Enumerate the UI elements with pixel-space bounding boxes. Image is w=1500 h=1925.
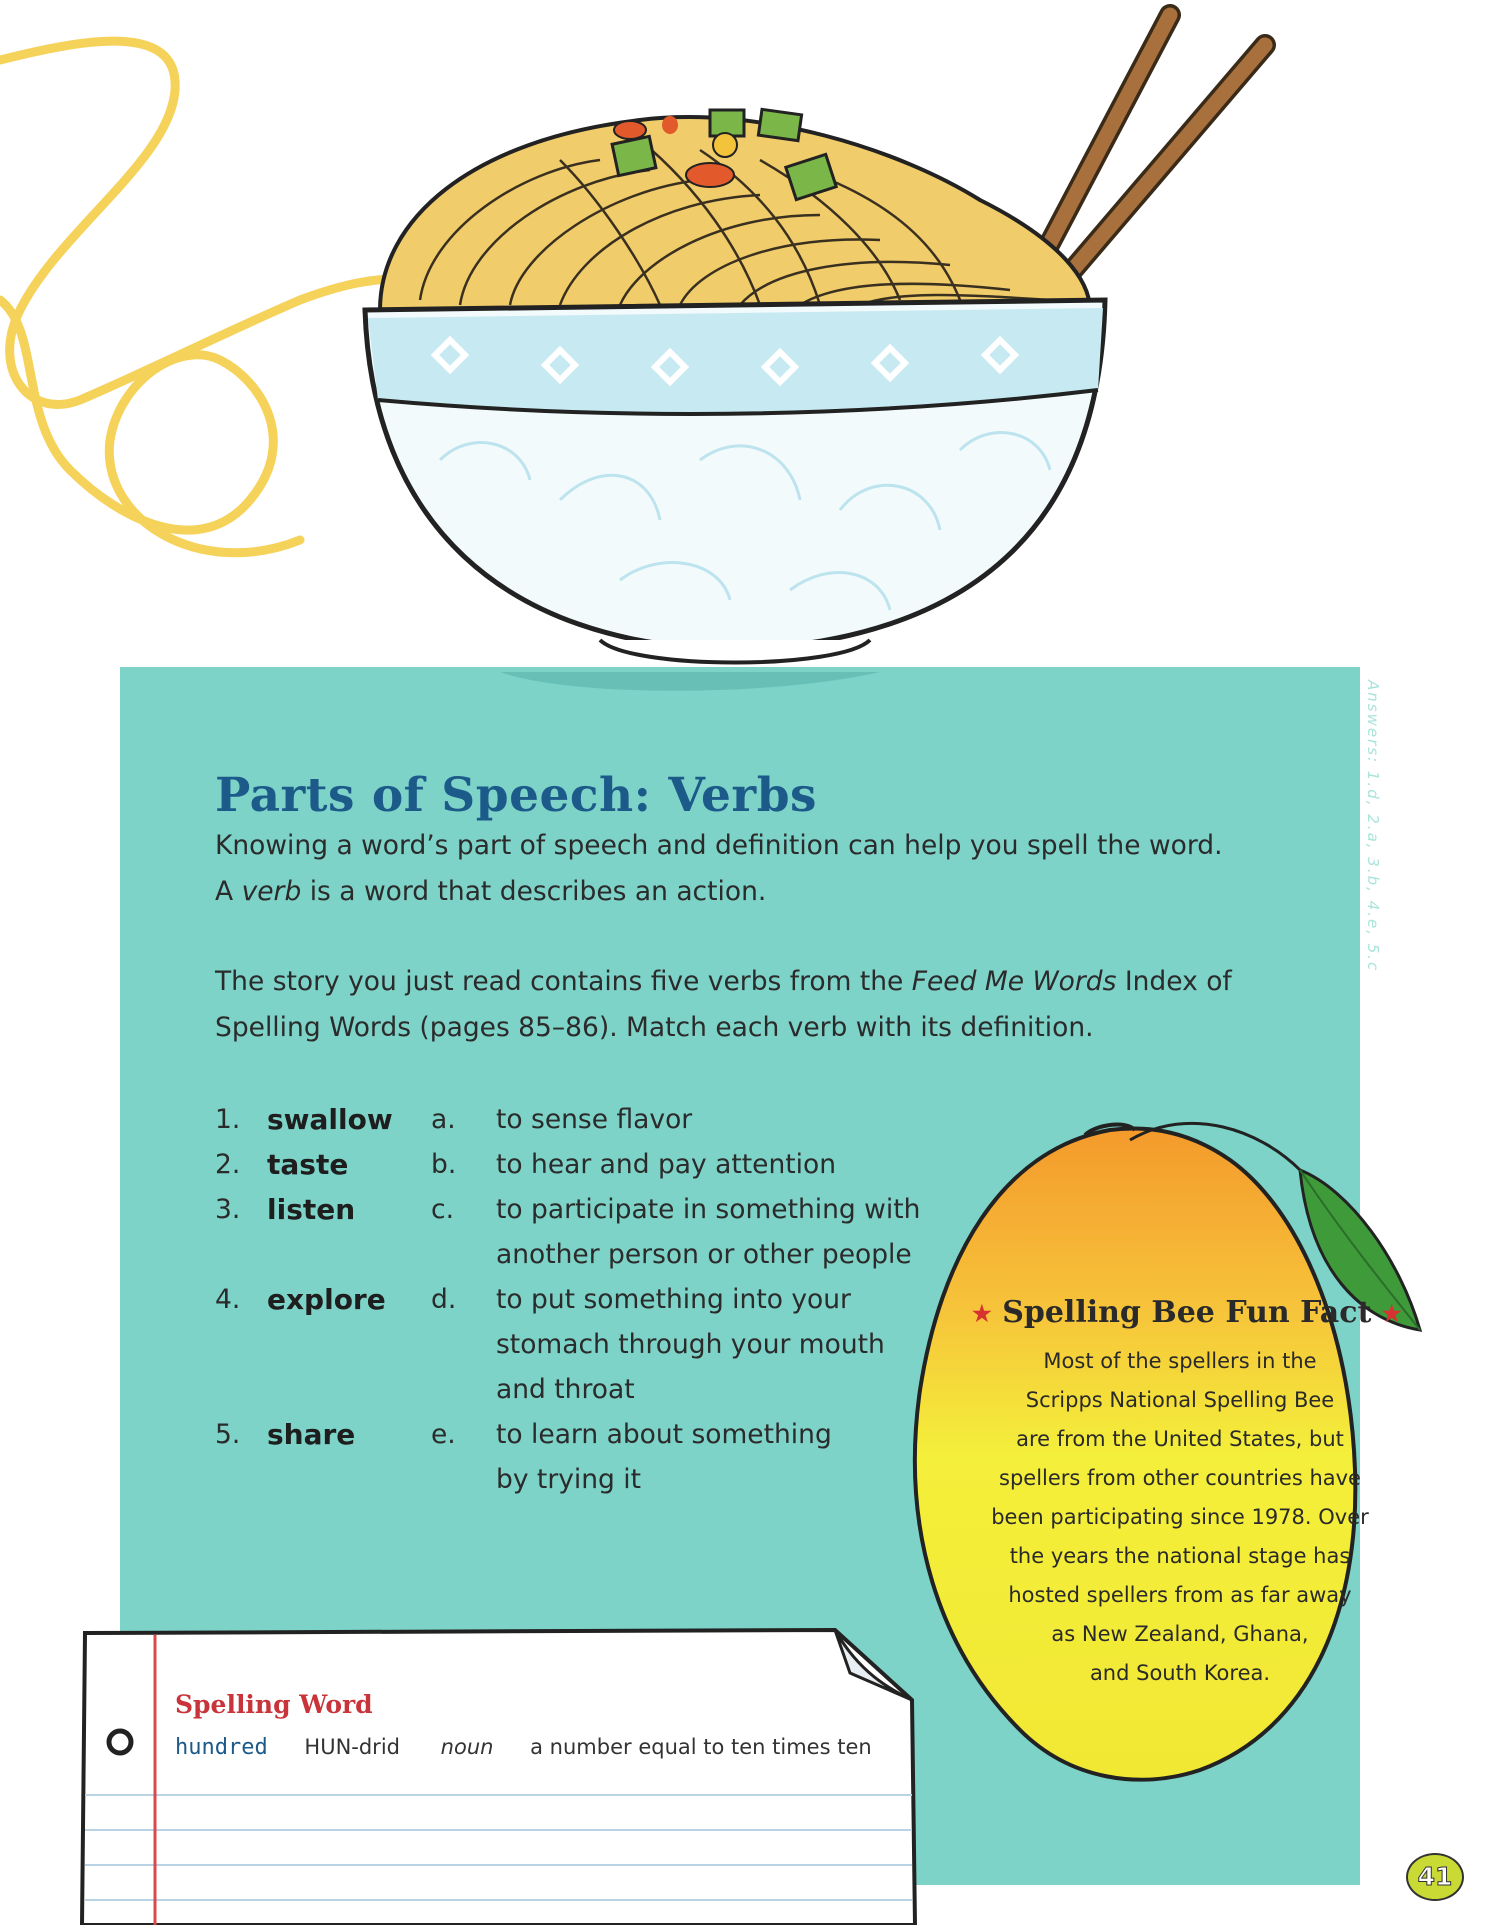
match-row — [215, 1097, 975, 1142]
item-number: 4. — [215, 1284, 241, 1315]
star-icon: ★ — [972, 1301, 992, 1327]
verb-word: swallow — [267, 1103, 393, 1136]
intro-line-1: Knowing a word’s part of speech and definition can help you spell the word. — [215, 830, 1223, 861]
definition-letter: c. — [431, 1194, 454, 1225]
notebook-paper — [80, 1625, 920, 1925]
pronunciation: HUN-drid — [304, 1735, 400, 1759]
fun-fact-heading: Spelling Bee Fun Fact — [1002, 1295, 1372, 1330]
fun-fact-title — [972, 1295, 1402, 1330]
match-row — [215, 1142, 975, 1187]
match-row — [215, 1412, 975, 1502]
item-number: 1. — [215, 1104, 241, 1135]
page-number: 41 — [1406, 1853, 1464, 1901]
fun-fact-text: Most of the spellers in the Scripps National Spelling Bee are from the United States, but spellers from other countries have been participating since 1978. Over the years the national stage has hosted spellers from as far away as New Zealand, Ghana, and South Korea. — [991, 1349, 1369, 1685]
item-number: 5. — [215, 1419, 241, 1450]
verb-word: explore — [267, 1283, 386, 1316]
definition-text: to hear and pay attention — [496, 1149, 837, 1180]
match-row — [215, 1277, 975, 1412]
definition-letter: e. — [431, 1419, 456, 1450]
instructions-part-2: Index of Spelling Words (pages 85–86). Match each verb with its definition. — [215, 966, 1232, 1043]
noodle-bowl-illustration — [0, 0, 1500, 720]
instructions-part-1: The story you just read contains five verbs from the — [215, 966, 912, 997]
answers-note: Answers: 1.d, 2.a, 3.b, 4.e, 5.c — [1364, 680, 1382, 973]
verb-matching-list — [215, 1097, 975, 1502]
definition-text: to learn about something by trying it — [496, 1419, 832, 1495]
definition-letter: b. — [431, 1149, 457, 1180]
verb-word: taste — [267, 1148, 349, 1181]
book-title: Feed Me Words — [911, 966, 1117, 997]
spelling-word-entry — [175, 1735, 872, 1760]
intro-paragraph — [215, 823, 1255, 915]
definition-letter: a. — [431, 1104, 456, 1135]
intro-line-2a: A — [215, 876, 242, 907]
definition-letter: d. — [431, 1284, 457, 1315]
part-of-speech: noun — [440, 1735, 494, 1759]
definition-text: to put something into your stomach through your mouth and throat — [496, 1284, 885, 1405]
word-definition: a number equal to ten times ten — [530, 1735, 872, 1759]
page-title: Parts of Speech: Verbs — [215, 768, 818, 823]
item-number: 3. — [215, 1194, 241, 1225]
instructions-paragraph — [215, 959, 1255, 1051]
definition-text: to sense flavor — [496, 1104, 693, 1135]
intro-verb-term: verb — [241, 876, 302, 907]
intro-line-2b: is a word that describes an action. — [301, 876, 767, 907]
match-row — [215, 1187, 975, 1277]
panel-texture — [120, 667, 1360, 697]
verb-word: listen — [267, 1193, 356, 1226]
spelling-word: hundred — [175, 1735, 268, 1760]
definition-text: to participate in something with another person or other people — [496, 1194, 921, 1270]
spelling-word-label: Spelling Word — [175, 1690, 373, 1719]
item-number: 2. — [215, 1149, 241, 1180]
verb-word: share — [267, 1418, 356, 1451]
star-icon: ★ — [1381, 1301, 1402, 1327]
